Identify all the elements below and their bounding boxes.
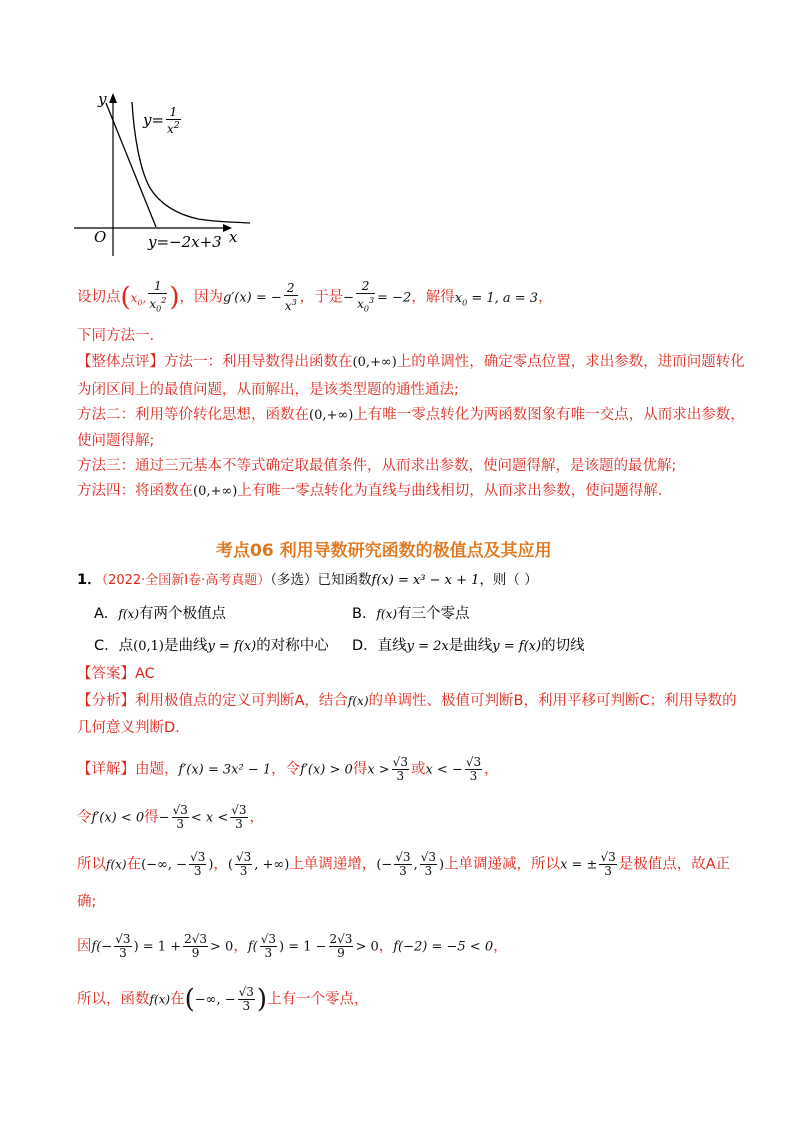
detail-line-6: 所以，函数f(x)在(−∞, − $\frac{√3}{3}$ )上有一个零点，	[77, 984, 369, 1015]
curve-label: y= $\frac{1}{x^2}$	[143, 105, 180, 136]
option-d: D．直线y = 2x是曲线y = f(x)的切线	[352, 638, 585, 654]
detail-line-1: 【详解】由题，f′(x) = 3x² − 1，令f′(x) > 0得x > $\frac{√3}{3}$ 或x < − $\frac{√3}{3}$ ，	[77, 755, 499, 783]
summary-line-1: 【整体点评】方法一：利用导数得出函数在(0,+∞)上的单调性，确定零点位置，求出参数，进而问题转化	[77, 354, 745, 370]
option-a: A．f(x)有两个极值点	[94, 606, 226, 622]
line-label: y=−2x+3	[148, 233, 222, 251]
method-two-line-2: 使问题得解;	[77, 433, 155, 449]
detail-line-4: 确;	[77, 894, 97, 910]
answer-line: 【答案】AC	[77, 666, 155, 682]
summary-line-2: 为闭区间上的最值问题，从而解出，是该类型题的通性通法;	[77, 382, 459, 398]
option-b: B．f(x)有三个零点	[352, 606, 470, 622]
detail-line-5: 因f(− $\frac{√3}{3}$ ) = 1 + $\frac{2√3}{9}$ > 0，f( $\frac{√3}{3}$ ) = 1 − $\frac{2√3}{9}$ > 0，f(−2) = −5 < 0，	[77, 932, 508, 960]
detail-line-2: 令f′(x) < 0得− $\frac{√3}{3}$ < x < $\frac{√3}{3}$ ，	[77, 803, 265, 831]
y-axis-arrow-icon	[109, 93, 117, 103]
origin-label: O	[94, 228, 107, 246]
method-two-line-1: 方法二：利用等价转化思想，函数在(0,+∞)上有唯一零点转化为两函数图象有唯一交点，从而求出参数，	[77, 407, 745, 423]
question-stem: 1．（2022·全国新Ⅰ卷·高考真题）（多选）已知函数f(x) = x³ − x + 1，则（ ）	[77, 572, 538, 588]
x-axis-label: x	[229, 228, 238, 246]
method-three-line: 方法三：通过三元基本不等式确定取最值条件，从而求出参数，使问题得解，是该题的最优解;	[77, 458, 677, 474]
section-heading: 考点06 利用导数研究函数的极值点及其应用	[216, 541, 552, 561]
same-as-method-one: 下同方法一.	[77, 328, 155, 344]
detail-line-3: 所以f(x)在(−∞, − $\frac{√3}{3}$ )，( $\frac{√3}{3}$ , +∞)上单调递增，(− $\frac{√3}{3}$ , $\frac{√3}{3}$ )上单调递减，所以x = ± $\frac{√3}{3}$ 是极值点，故A正	[77, 850, 731, 878]
analysis-line-1: 【分析】利用极值点的定义可判断A，结合f(x)的单调性、极值可判断B，利用平移可判断C；利用导数的	[77, 693, 737, 709]
tangent-point-line: 设切点($x_0$, $\frac{1}{x_0^2}$ )，因为g′(x) = − $\frac{2}{x^3}$ ，于是− $\frac{2}{x_0^3}$ = −2，解得$x_0 = 1$, a = 3，	[77, 279, 553, 314]
method-four-line: 方法四：将函数在(0,+∞)上有唯一零点转化为直线与曲线相切，从而求出参数，使问题得解.	[77, 483, 663, 499]
analysis-line-2: 几何意义判断D.	[77, 720, 180, 736]
y-axis-label: y	[98, 90, 107, 108]
option-c: C．点(0,1)是曲线y = f(x)的对称中心	[94, 638, 329, 654]
